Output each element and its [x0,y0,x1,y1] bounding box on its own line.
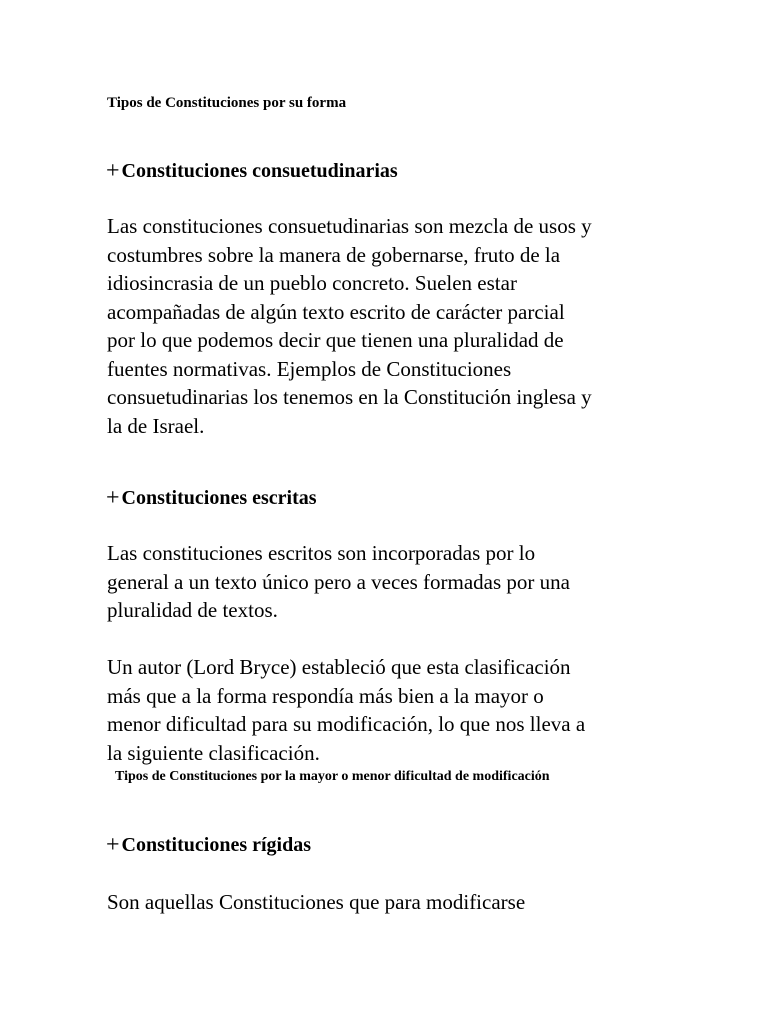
paragraph-line: general a un texto único pero a veces formadas por una [107,569,570,594]
section-heading-rigidas [106,832,311,857]
title-tipos-forma: Tipos de Constituciones por su forma [107,95,347,111]
section-heading-consuetudinarias [106,158,398,183]
paragraph-line: costumbres sobre la manera de gobernarse, fruto de la [107,242,561,267]
paragraph-line: Un autor (Lord Bryce) estableció que esta clasificación [107,655,571,679]
paragraph-line: por lo que podemos decir que tienen una pluralidad de [107,328,564,352]
section-heading-escritas [106,485,317,510]
paragraph-lord-bryce [107,653,667,767]
paragraph-line: idiosincrasia de un pueblo concreto. Suelen estar [107,271,517,295]
section-heading-text: Constituciones rígidas [121,834,312,856]
paragraph-line: pluralidad de textos. [107,598,278,622]
paragraph-line: Son aquellas Constituciones que para modificarse [107,890,526,914]
paragraph-rigidas [107,888,667,917]
paragraph-line: Las constituciones consuetudinarias son mezcla de usos y [107,214,592,238]
paragraph-line: acompañadas de algún texto escrito de carácter parcial [107,299,565,324]
paragraph-consuetudinarias [107,212,667,440]
plus-icon: + [106,832,120,858]
section-heading-text: Constituciones escritas [121,487,317,509]
paragraph-line: la siguiente clasificación. [107,740,320,765]
plus-icon: + [106,158,120,184]
paragraph-line: más que a la forma respondía más bien a la mayor o [107,683,544,708]
paragraph-line: menor dificultad para su modificación, lo que nos lleva a [107,712,586,736]
paragraph-line: consuetudinarias los tenemos en la Constitución inglesa y [107,385,592,409]
title-tipos-dificultad: Tipos de Constituciones por la mayor o menor dificultad de modificación [115,769,550,784]
plus-icon: + [106,485,120,511]
paragraph-line: Las constituciones escritos son incorporadas por lo [107,541,536,565]
section-heading-text: Constituciones consuetudinarias [121,160,398,182]
paragraph-line: la de Israel. [107,413,205,438]
paragraph-line: fuentes normativas. Ejemplos de Constituciones [107,356,512,381]
paragraph-escritas [107,539,667,625]
